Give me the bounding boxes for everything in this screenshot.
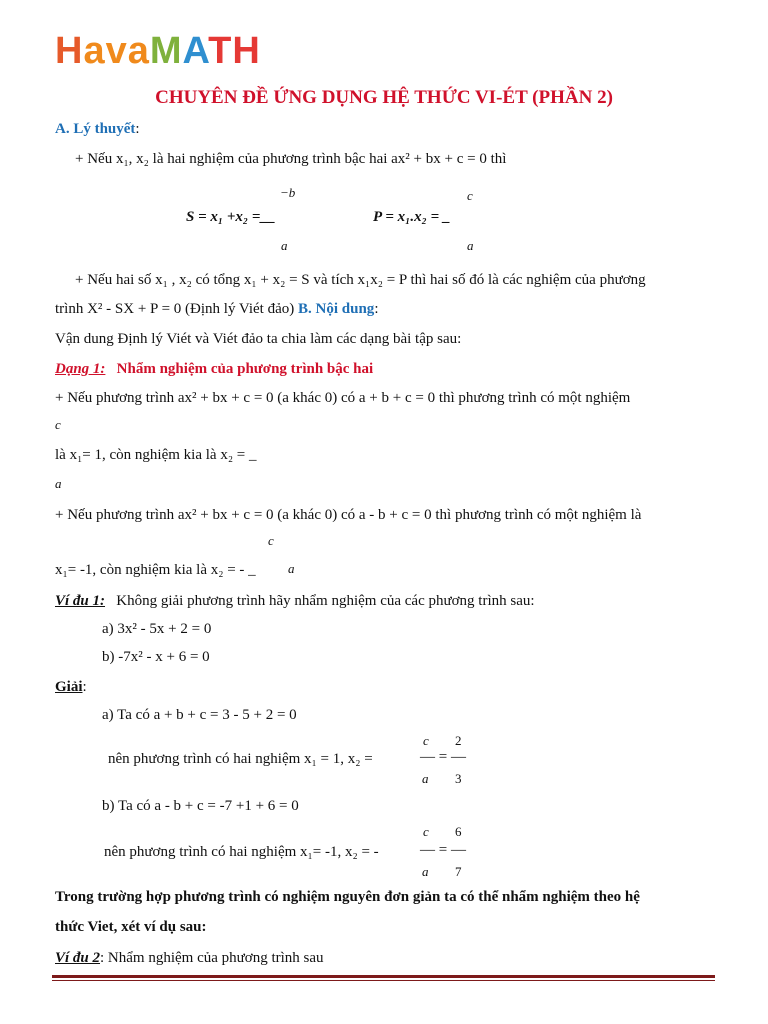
note-line-1: Trong trường hợp phương trình có nghiệm nguyên đơn giản ta có thể nhẩm nghiệm theo hệ bbox=[55, 889, 640, 905]
logo-part: A bbox=[182, 30, 209, 72]
dang1-text: Nhẩm nghiệm của phương trình bậc hai bbox=[116, 361, 374, 377]
content-heading: B. Nội dung bbox=[298, 301, 375, 317]
giai-a-2: 2 bbox=[455, 733, 462, 748]
giai-a-frac: — = — bbox=[420, 749, 466, 765]
theory-line-4: Vận dung Định lý Viét và Viét đảo ta chia làm các dạng bài tập sau: bbox=[55, 331, 462, 347]
vidu2-line bbox=[55, 949, 324, 967]
rule-2-a: a bbox=[288, 561, 295, 576]
rule-2b: x₁= -1, còn nghiệm kia là x₂ = - _ bbox=[55, 562, 256, 578]
theory-heading-line bbox=[55, 120, 140, 138]
havamath-logo bbox=[55, 30, 261, 73]
s-denominator: a bbox=[281, 238, 288, 253]
giai-a-line1: a) Ta có a + b + c = 3 - 5 + 2 = 0 bbox=[102, 707, 297, 723]
rule-2: + Nếu phương trình ax² + bx + c = 0 (a khác 0) có a - b + c = 0 thì phương trình có một nghiệm là bbox=[55, 507, 642, 523]
theory-heading: A. Lý thuyết bbox=[55, 121, 136, 137]
rule-1: + Nếu phương trình ax² + bx + c = 0 (a khác 0) có a + b + c = 0 thì phương trình có một nghiệm bbox=[55, 390, 631, 406]
s-numerator: −b bbox=[280, 185, 296, 200]
theory-line-1: + Nếu x₁, x₂ là hai nghiệm của phương trình bậc hai ax² + bx + c = 0 thì bbox=[75, 151, 507, 167]
vidu1-eq-a: a) 3x² - 5x + 2 = 0 bbox=[102, 621, 212, 637]
logo-part: ava bbox=[83, 30, 150, 72]
rule-1-a: a bbox=[55, 476, 62, 491]
dang1-label: Dạng 1: bbox=[55, 361, 106, 377]
vidu1-text: Không giải phương trình hãy nhẩm nghiệm của các phương trình sau: bbox=[116, 593, 535, 609]
giai-b-line2: nên phương trình có hai nghiệm x₁= -1, x₂ = - bbox=[104, 844, 379, 860]
theory-colon: : bbox=[135, 121, 140, 137]
rule-1-c: c bbox=[55, 417, 61, 432]
note-line-2: thức Viet, xét ví dụ sau: bbox=[55, 919, 207, 935]
giai-b-c: c bbox=[423, 824, 429, 839]
logo-part: H bbox=[55, 30, 84, 72]
vidu2-text: : Nhẩm nghiệm của phương trình sau bbox=[100, 950, 324, 966]
giai-a-line2: nên phương trình có hai nghiệm x₁ = 1, x₂ = bbox=[108, 751, 373, 767]
theory-line-3 bbox=[55, 300, 378, 318]
giai-b-frac: — = — bbox=[420, 842, 466, 858]
s-formula: S = x₁ +x₂ =__ bbox=[186, 209, 276, 225]
giai-label: Giải bbox=[55, 679, 83, 695]
dang1-heading bbox=[55, 360, 373, 378]
logo-part: M bbox=[149, 30, 183, 72]
giai-b-6: 6 bbox=[455, 824, 462, 839]
p-denominator: a bbox=[467, 238, 474, 253]
footer-rule-thin bbox=[52, 980, 715, 981]
viet-converse: trình X² - SX + P = 0 (Định lý Viét đảo) bbox=[55, 301, 295, 317]
vidu1-label: Ví đu 1: bbox=[55, 593, 106, 609]
p-numerator: c bbox=[467, 188, 473, 203]
giai-colon: : bbox=[82, 679, 87, 695]
vidu1-eq-b: b) -7x² - x + 6 = 0 bbox=[102, 649, 210, 665]
giai-a-a: a bbox=[422, 771, 429, 786]
giai-a-c: c bbox=[423, 733, 429, 748]
footer-rule-thick bbox=[52, 975, 715, 978]
giai-heading bbox=[55, 678, 87, 696]
giai-b-a: a bbox=[422, 864, 429, 879]
rule-2-c: c bbox=[268, 533, 274, 548]
giai-b-7: 7 bbox=[455, 864, 462, 879]
rule-1b: là x₁= 1, còn nghiệm kia là x₂ = _ bbox=[55, 447, 257, 463]
content-colon: : bbox=[374, 301, 379, 317]
theory-line-2: + Nếu hai số x₁ , x₂ có tổng x₁ + x₂ = S và tích x₁x₂ = P thì hai số đó là các nghiệm của phương bbox=[75, 272, 646, 288]
page-title: CHUYÊN ĐỀ ỨNG DỤNG HỆ THỨC VI-ÉT (PHẦN 2) bbox=[155, 87, 613, 108]
giai-b-line1: b) Ta có a - b + c = -7 +1 + 6 = 0 bbox=[102, 798, 299, 814]
vidu2-label: Ví đu 2 bbox=[55, 950, 101, 966]
logo-part: TH bbox=[208, 30, 261, 72]
giai-a-3: 3 bbox=[455, 771, 462, 786]
vidu1-line bbox=[55, 592, 535, 610]
p-formula: P = x₁.x₂ = _ bbox=[373, 209, 451, 225]
